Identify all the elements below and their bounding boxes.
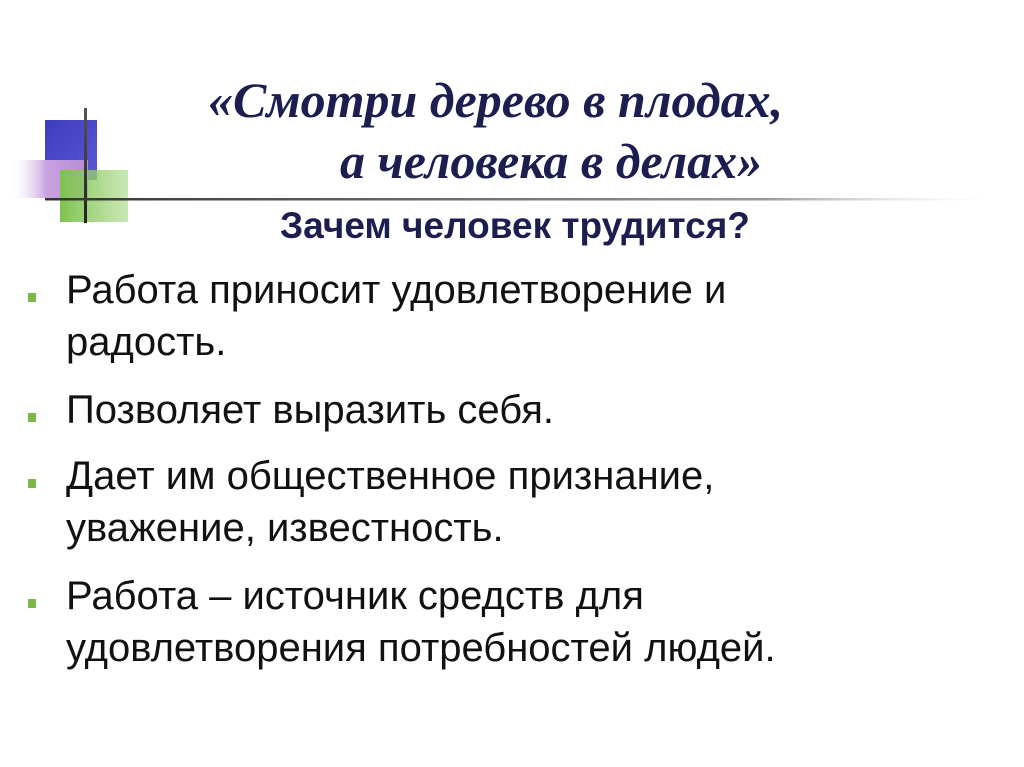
bullet-item xyxy=(66,384,1006,436)
bullet-text-line: Работа приносит удовлетворение и xyxy=(66,268,727,312)
bullet-item xyxy=(66,570,1006,674)
bullet-text-line: радость. xyxy=(66,320,227,364)
bullet-item xyxy=(66,450,1006,554)
bullet-text-line: Работа – источник средств для xyxy=(66,574,644,618)
bullet-item xyxy=(66,264,1006,368)
bullet-text-line: Позволяет выразить себя. xyxy=(66,388,555,432)
bullet-text-line: уважение, известность. xyxy=(66,506,504,550)
title-line-1: «Смотри дерево в плодах, xyxy=(208,72,784,128)
square-bullet-icon xyxy=(28,293,36,302)
square-bullet-icon xyxy=(28,599,36,608)
square-bullet-icon xyxy=(28,479,36,488)
bullet-text-line: удовлетворения потребностей людей. xyxy=(66,626,776,670)
subtitle: Зачем человек трудится? xyxy=(280,205,750,246)
bullet-text-line: Дает им общественное признание, xyxy=(66,454,715,498)
square-bullet-icon xyxy=(28,413,36,422)
title-line-2: а человека в делах» xyxy=(340,133,763,189)
